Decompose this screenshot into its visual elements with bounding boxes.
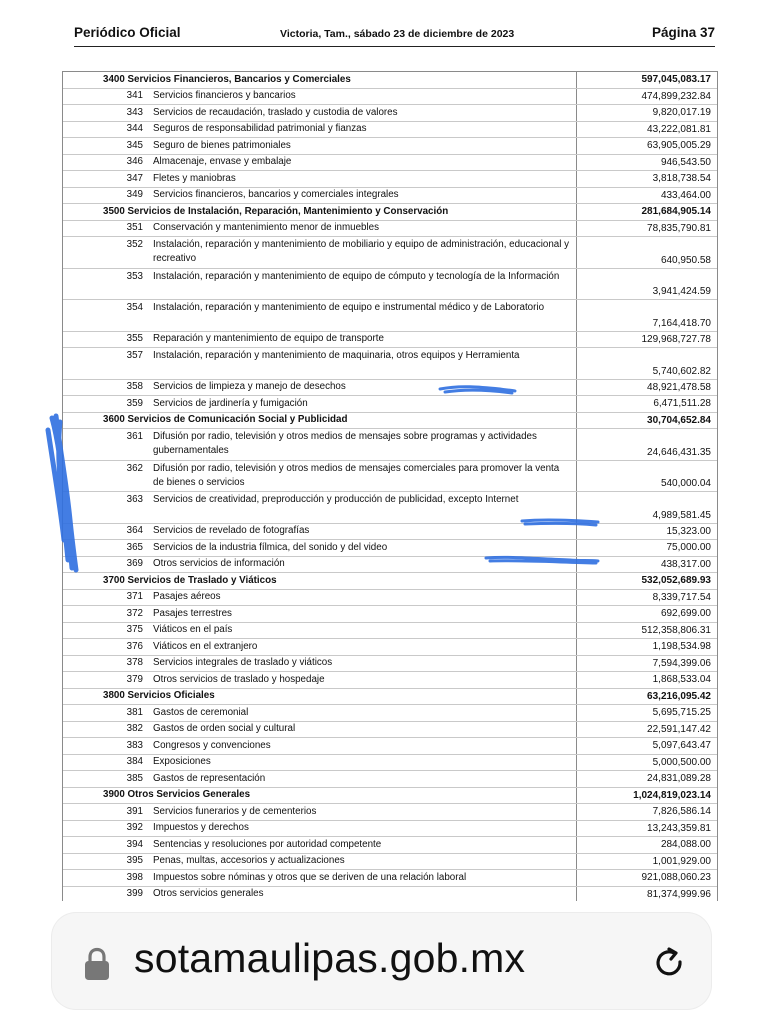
row-code: 345: [126, 139, 143, 151]
item-row: [63, 171, 717, 188]
row-amount: 129,968,727.78: [641, 333, 711, 345]
row-description: [63, 413, 577, 429]
row-code: 379: [126, 673, 143, 685]
row-amount: 1,001,929.00: [652, 855, 711, 867]
row-amount: 474,899,232.84: [641, 90, 711, 102]
row-code: 364: [126, 525, 143, 537]
lock-icon: [81, 946, 113, 987]
group-row: [63, 689, 717, 706]
row-amount: 921,088,060.23: [641, 872, 711, 884]
item-row: [63, 705, 717, 722]
row-label: Servicios de la industria fílmica, del sonido y del video: [153, 541, 388, 553]
row-label: 3900 Otros Servicios Generales: [103, 789, 251, 801]
row-label: Difusión por radio, televisión y otros medios de mensajes comerciales para promover la venta de bienes o servicios: [153, 462, 560, 488]
row-code: 376: [126, 640, 143, 652]
item-row: [63, 461, 717, 493]
row-label: Gastos de representación: [153, 772, 266, 784]
row-amount: 438,317.00: [660, 558, 711, 570]
row-description: [63, 755, 577, 771]
row-description: [63, 138, 577, 154]
item-row: [63, 300, 717, 332]
row-description: [63, 771, 577, 787]
item-row: [63, 188, 717, 205]
row-code: 382: [126, 723, 143, 735]
row-amount: 7,594,399.06: [652, 657, 711, 669]
row-description: [63, 606, 577, 622]
row-label: 3800 Servicios Oficiales: [103, 690, 215, 702]
row-label: Fletes y maniobras: [153, 172, 236, 184]
row-code: 378: [126, 657, 143, 669]
row-code: 395: [126, 855, 143, 867]
row-code: 392: [126, 822, 143, 834]
row-amount: 4,989,581.45: [652, 509, 711, 521]
row-description: [63, 171, 577, 187]
row-amount: 63,905,005.29: [647, 140, 711, 152]
row-amount: 540,000.04: [660, 478, 711, 489]
row-label: Servicios de recaudación, traslado y custodia de valores: [153, 106, 398, 118]
row-label: Impuestos sobre nóminas y otros que se deriven de una relación laboral: [153, 871, 467, 883]
row-label: Penas, multas, accesorios y actualizaciones: [153, 855, 345, 867]
item-row: [63, 89, 717, 106]
row-label: Servicios de limpieza y manejo de desechos: [153, 381, 346, 393]
row-amount: 640,950.58: [660, 254, 711, 266]
row-label: 3600 Servicios de Comunicación Social y Publicidad: [103, 414, 348, 426]
item-row: [63, 237, 717, 269]
publication-title: Periódico Oficial: [74, 25, 181, 40]
row-amount: 597,045,083.17: [641, 74, 711, 86]
row-description: [63, 72, 577, 88]
row-code: 357: [126, 350, 143, 361]
row-amount: 43,222,081.81: [647, 123, 711, 135]
row-label: Instalación, reparación y mantenimiento de maquinaria, otros equipos y Herramienta: [153, 350, 520, 361]
row-description: [63, 837, 577, 853]
row-description: [63, 672, 577, 688]
row-label: Gastos de ceremonial: [153, 706, 249, 718]
row-description: [63, 705, 577, 721]
row-description: [63, 854, 577, 870]
row-label: Sentencias y resoluciones por autoridad competente: [153, 838, 382, 850]
group-row: [63, 413, 717, 430]
item-row: [63, 755, 717, 772]
row-description: [63, 105, 577, 121]
row-description: [63, 188, 577, 204]
row-label: Gastos de orden social y cultural: [153, 723, 296, 735]
item-row: [63, 854, 717, 871]
row-amount: 946,543.50: [660, 156, 711, 168]
row-code: 369: [126, 558, 143, 570]
row-amount: 692,699.00: [660, 608, 711, 620]
item-row: [63, 606, 717, 623]
row-amount: 433,464.00: [660, 189, 711, 201]
page-header: [74, 22, 715, 47]
item-row: [63, 771, 717, 788]
row-code: 346: [126, 156, 143, 168]
row-amount: 30,704,652.84: [647, 414, 711, 426]
item-row: [63, 639, 717, 656]
row-label: Pasajes terrestres: [153, 607, 232, 619]
row-amount: 3,818,738.54: [652, 173, 711, 185]
row-description: [63, 269, 577, 300]
item-row: [63, 348, 717, 380]
row-code: 353: [126, 270, 143, 282]
item-row: [63, 492, 717, 524]
row-label: Reparación y mantenimiento de equipo de transporte: [153, 333, 384, 345]
row-code: 349: [126, 189, 143, 201]
row-label: Seguro de bienes patrimoniales: [153, 139, 291, 151]
row-label: 3700 Servicios de Traslado y Viáticos: [103, 574, 277, 586]
row-amount: 81,374,999.96: [647, 888, 711, 900]
row-label: Viáticos en el extranjero: [153, 640, 258, 652]
item-row: [63, 557, 717, 574]
reload-icon[interactable]: [652, 945, 688, 986]
row-description: [63, 204, 577, 220]
item-row: [63, 656, 717, 673]
row-code: 341: [126, 90, 143, 102]
page-number: Página 37: [651, 25, 715, 40]
row-description: [63, 738, 577, 754]
row-label: Servicios financieros, bancarios y comerciales integrales: [153, 189, 399, 201]
item-row: [63, 105, 717, 122]
row-code: 375: [126, 624, 143, 636]
row-description: [63, 237, 577, 268]
item-row: [63, 837, 717, 854]
row-amount: 7,826,586.14: [652, 806, 711, 818]
row-code: 381: [126, 706, 143, 718]
row-description: [63, 870, 577, 886]
row-code: 343: [126, 106, 143, 118]
item-row: [63, 122, 717, 139]
row-label: Instalación, reparación y mantenimiento de equipo de cómputo y tecnología de la Información: [153, 270, 560, 282]
row-label: Seguros de responsabilidad patrimonial y fianzas: [153, 123, 367, 135]
item-row: [63, 396, 717, 413]
row-code: 362: [126, 462, 143, 474]
row-amount: 5,740,602.82: [652, 365, 711, 377]
row-amount: 5,097,643.47: [652, 740, 711, 752]
url-text[interactable]: sotamaulipas.gob.mx: [134, 935, 526, 981]
row-code: 399: [126, 888, 143, 900]
row-description: [63, 300, 577, 331]
row-description: [63, 689, 577, 705]
row-description: [63, 590, 577, 606]
item-row: [63, 221, 717, 238]
row-description: [63, 540, 577, 556]
group-row: [63, 204, 717, 221]
group-row: [63, 72, 717, 89]
row-amount: 48,921,478.58: [647, 381, 711, 393]
row-amount: 15,323.00: [666, 525, 711, 537]
row-description: [63, 887, 577, 902]
row-description: [63, 623, 577, 639]
row-label: 3500 Servicios de Instalación, Reparación, Mantenimiento y Conservación: [103, 205, 449, 217]
row-description: [63, 396, 577, 412]
group-row: [63, 573, 717, 590]
row-description: [63, 557, 577, 573]
item-row: [63, 804, 717, 821]
budget-table: [62, 71, 718, 901]
row-label: Servicios financieros y bancarios: [153, 90, 296, 102]
row-amount: 532,052,689.93: [641, 575, 711, 587]
row-code: 347: [126, 172, 143, 184]
item-row: [63, 429, 717, 461]
row-description: [63, 429, 577, 460]
row-amount: 1,024,819,023.14: [633, 789, 711, 801]
row-code: 359: [126, 397, 143, 409]
row-description: [63, 332, 577, 348]
row-amount: 1,198,534.98: [652, 641, 711, 653]
row-amount: 1,868,533.04: [652, 674, 711, 686]
row-amount: 22,591,147.42: [647, 723, 711, 735]
row-description: [63, 380, 577, 396]
row-code: 372: [126, 607, 143, 619]
row-code: 351: [126, 222, 143, 234]
item-row: [63, 738, 717, 755]
row-label: Otros servicios de traslado y hospedaje: [153, 673, 325, 685]
row-description: [63, 89, 577, 105]
row-amount: 24,646,431.35: [647, 446, 711, 458]
row-amount: 3,941,424.59: [652, 286, 711, 297]
row-label: Congresos y convenciones: [153, 739, 271, 751]
row-label: Almacenaje, envase y embalaje: [153, 156, 292, 168]
row-label: Servicios de jardinería y fumigación: [153, 397, 308, 409]
row-code: 354: [126, 302, 143, 313]
row-code: 365: [126, 541, 143, 553]
row-code: 363: [126, 494, 143, 505]
row-code: 394: [126, 838, 143, 850]
row-amount: 7,164,418.70: [652, 317, 711, 329]
row-code: 383: [126, 739, 143, 751]
item-row: [63, 155, 717, 172]
row-label: 3400 Servicios Financieros, Bancarios y Comerciales: [103, 73, 351, 85]
item-row: [63, 590, 717, 607]
row-amount: 75,000.00: [666, 542, 711, 554]
row-description: [63, 492, 577, 523]
row-amount: 63,216,095.42: [647, 690, 711, 702]
row-description: [63, 804, 577, 820]
row-label: Viáticos en el país: [153, 624, 233, 636]
row-code: 384: [126, 756, 143, 768]
row-label: Servicios de creatividad, preproducción y producción de publicidad, excepto Internet: [153, 494, 519, 505]
row-amount: 24,831,089.28: [647, 773, 711, 785]
row-description: [63, 155, 577, 171]
row-label: Otros servicios generales: [153, 888, 264, 900]
row-code: 371: [126, 591, 143, 603]
item-row: [63, 524, 717, 541]
browser-url-bar[interactable]: [52, 913, 711, 1009]
row-code: 398: [126, 871, 143, 883]
row-label: Conservación y mantenimiento menor de inmuebles: [153, 222, 379, 234]
row-description: [63, 821, 577, 837]
row-label: Pasajes aéreos: [153, 591, 221, 603]
row-amount: 5,695,715.25: [652, 707, 711, 719]
row-code: 352: [126, 239, 143, 250]
item-row: [63, 623, 717, 640]
item-row: [63, 821, 717, 838]
row-code: 361: [126, 431, 143, 442]
row-label: Instalación, reparación y mantenimiento de mobiliario y equipo de administración, educacional y recreativo: [153, 239, 570, 265]
row-amount: 512,358,806.31: [641, 624, 711, 636]
item-row: [63, 672, 717, 689]
row-label: Difusión por radio, televisión y otros medios de mensajes sobre programas y actividades gubernamentales: [153, 431, 537, 457]
item-row: [63, 722, 717, 739]
row-amount: 9,820,017.19: [652, 107, 711, 119]
row-code: 385: [126, 772, 143, 784]
item-row: [63, 138, 717, 155]
row-description: [63, 656, 577, 672]
row-description: [63, 221, 577, 237]
row-description: [63, 122, 577, 138]
row-label: Servicios integrales de traslado y viáticos: [153, 657, 333, 669]
row-description: [63, 639, 577, 655]
row-code: 358: [126, 381, 143, 393]
row-amount: 5,000,500.00: [652, 756, 711, 768]
row-description: [63, 524, 577, 540]
row-code: 355: [126, 333, 143, 345]
row-description: [63, 788, 577, 804]
item-row: [63, 332, 717, 349]
row-description: [63, 348, 577, 379]
row-code: 344: [126, 123, 143, 135]
row-label: Exposiciones: [153, 756, 211, 768]
row-label: Otros servicios de información: [153, 558, 285, 570]
item-row: [63, 870, 717, 887]
row-label: Instalación, reparación y mantenimiento de equipo e instrumental médico y de Laboratorio: [153, 302, 545, 313]
row-description: [63, 573, 577, 589]
location-date: Victoria, Tam., sábado 23 de diciembre de 2023: [280, 28, 515, 40]
row-description: [63, 461, 577, 492]
row-amount: 281,684,905.14: [641, 206, 711, 218]
row-amount: 13,243,359.81: [647, 822, 711, 834]
row-amount: 78,835,790.81: [647, 222, 711, 234]
row-label: Servicios funerarios y de cementerios: [153, 805, 317, 817]
group-row: [63, 788, 717, 805]
row-label: Impuestos y derechos: [153, 822, 249, 834]
row-description: [63, 722, 577, 738]
item-row: [63, 269, 717, 301]
item-row: [63, 887, 717, 902]
item-row: [63, 380, 717, 397]
row-amount: 8,339,717.54: [652, 591, 711, 603]
row-amount: 6,471,511.28: [653, 398, 711, 410]
row-label: Servicios de revelado de fotografías: [153, 525, 310, 537]
row-code: 391: [126, 805, 143, 817]
item-row: [63, 540, 717, 557]
row-amount: 284,088.00: [660, 839, 711, 851]
